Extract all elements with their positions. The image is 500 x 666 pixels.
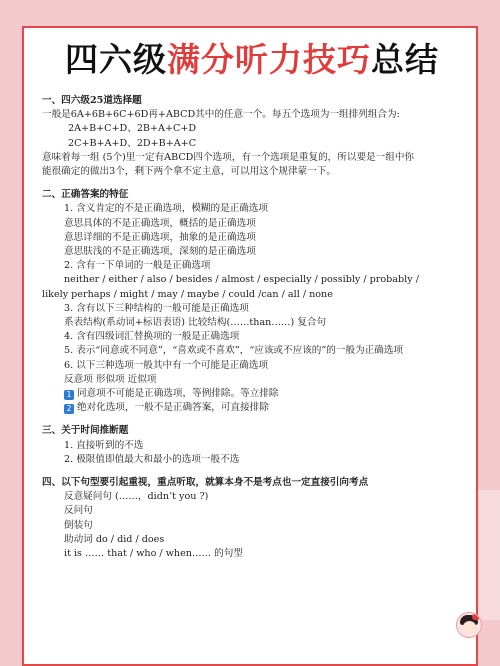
section-1-text: 意味着每一组 (5个)里一定有ABCD四个选项，有一个选项是重复的，所以要是一组中你 [42, 151, 415, 163]
word-list: neither / either / also / besides / almost / especially / possibly / probably / [64, 274, 419, 286]
section-2-line: 4. 含有四级词汇替换项的一般是正确选项 [64, 331, 240, 343]
section-2-line: 2. 含有一下单词的一般是正确选项 [64, 260, 211, 272]
decorative-stripe [478, 490, 500, 620]
section-2-line: 2 绝对化选项，一般不是正确答案，可直接排除 [42, 401, 462, 415]
section-3-line: 1. 直接听到的不选 [64, 439, 144, 451]
page-title [24, 36, 478, 84]
section-4-heading: 四、以下句型要引起重视，重点听取，就算本身不是考点也一定直接引向考点 [42, 477, 369, 489]
combo-line: 2A+B+C+D、2B+A+C+D [68, 123, 197, 135]
section-3-line: 2. 极限值即值最大和最小的选项一般不选 [64, 453, 240, 465]
avatar-icon [456, 612, 482, 638]
word-list: likely perhaps / might / may / maybe / could /can / all / none [42, 288, 333, 300]
document-sheet [22, 26, 478, 666]
section-1-text: 一般是6A+6B+6C+6D再+ABCD其中的任意一个。每五个选项为一组排列组合为: [42, 109, 400, 121]
section-1-heading: 一、四六级25道选择题 [42, 95, 142, 106]
section-2-line: 意思肤浅的不是正确选项，深刻的是正确选项 [64, 246, 256, 258]
number-badge-1: 1 [64, 390, 74, 400]
section-2-line: 1 同意项不可能是正确选项，等例排除。等立排除 [42, 387, 462, 401]
title-part-2: 满分听力技巧 [167, 40, 371, 79]
section-3-heading: 三、关于时间推断题 [42, 425, 129, 437]
combo-line: 2C+B+A+D、2D+B+A+C [68, 137, 197, 149]
number-badge-2: 2 [64, 404, 74, 414]
section-4-line: 反意疑问句 (……，didn’t you ?) [64, 491, 209, 503]
section-4-line: 助动词 do / did / does [64, 533, 165, 545]
section-2-line: 5. 表示“同意或不同意”，“喜欢或不喜欢”，“应该或不应该的”的一般为正确选项 [64, 345, 404, 357]
section-2-line: 反意项 形似项 近似项 [64, 373, 157, 385]
section-2-line: 3. 含有以下三种结构的一般可能是正确选项 [64, 302, 249, 314]
title-part-1: 四六级 [65, 40, 167, 79]
document-content [42, 94, 462, 561]
section-2-line: 系表结构(系动词+标语表语) 比较结构(……than……) 复合句 [64, 317, 327, 329]
title-part-3: 总结 [371, 40, 439, 79]
section-2-line: 6. 以下三种选项一般其中有一个可能是正确选项 [64, 359, 269, 371]
section-2-heading: 二、正确答案的特征 [42, 189, 129, 201]
section-1-text: 能很确定的做出3个，剩下两个拿不定主意，可以用这个规律蒙一下。 [42, 166, 336, 178]
section-2-line: 意思详细的不是正确选项，抽象的是正确选项 [64, 231, 256, 243]
section-2-line: 1. 含义肯定的不是正确选项，模糊的是正确选项 [64, 203, 269, 215]
section-4-line: 倒装句 [64, 519, 93, 531]
section-4-line: 反问句 [64, 505, 93, 517]
section-4-line: it is …… that / who / when…… 的句型 [64, 548, 243, 560]
section-2-line: 意思具体的不是正确选项，概括的是正确选项 [64, 217, 256, 229]
